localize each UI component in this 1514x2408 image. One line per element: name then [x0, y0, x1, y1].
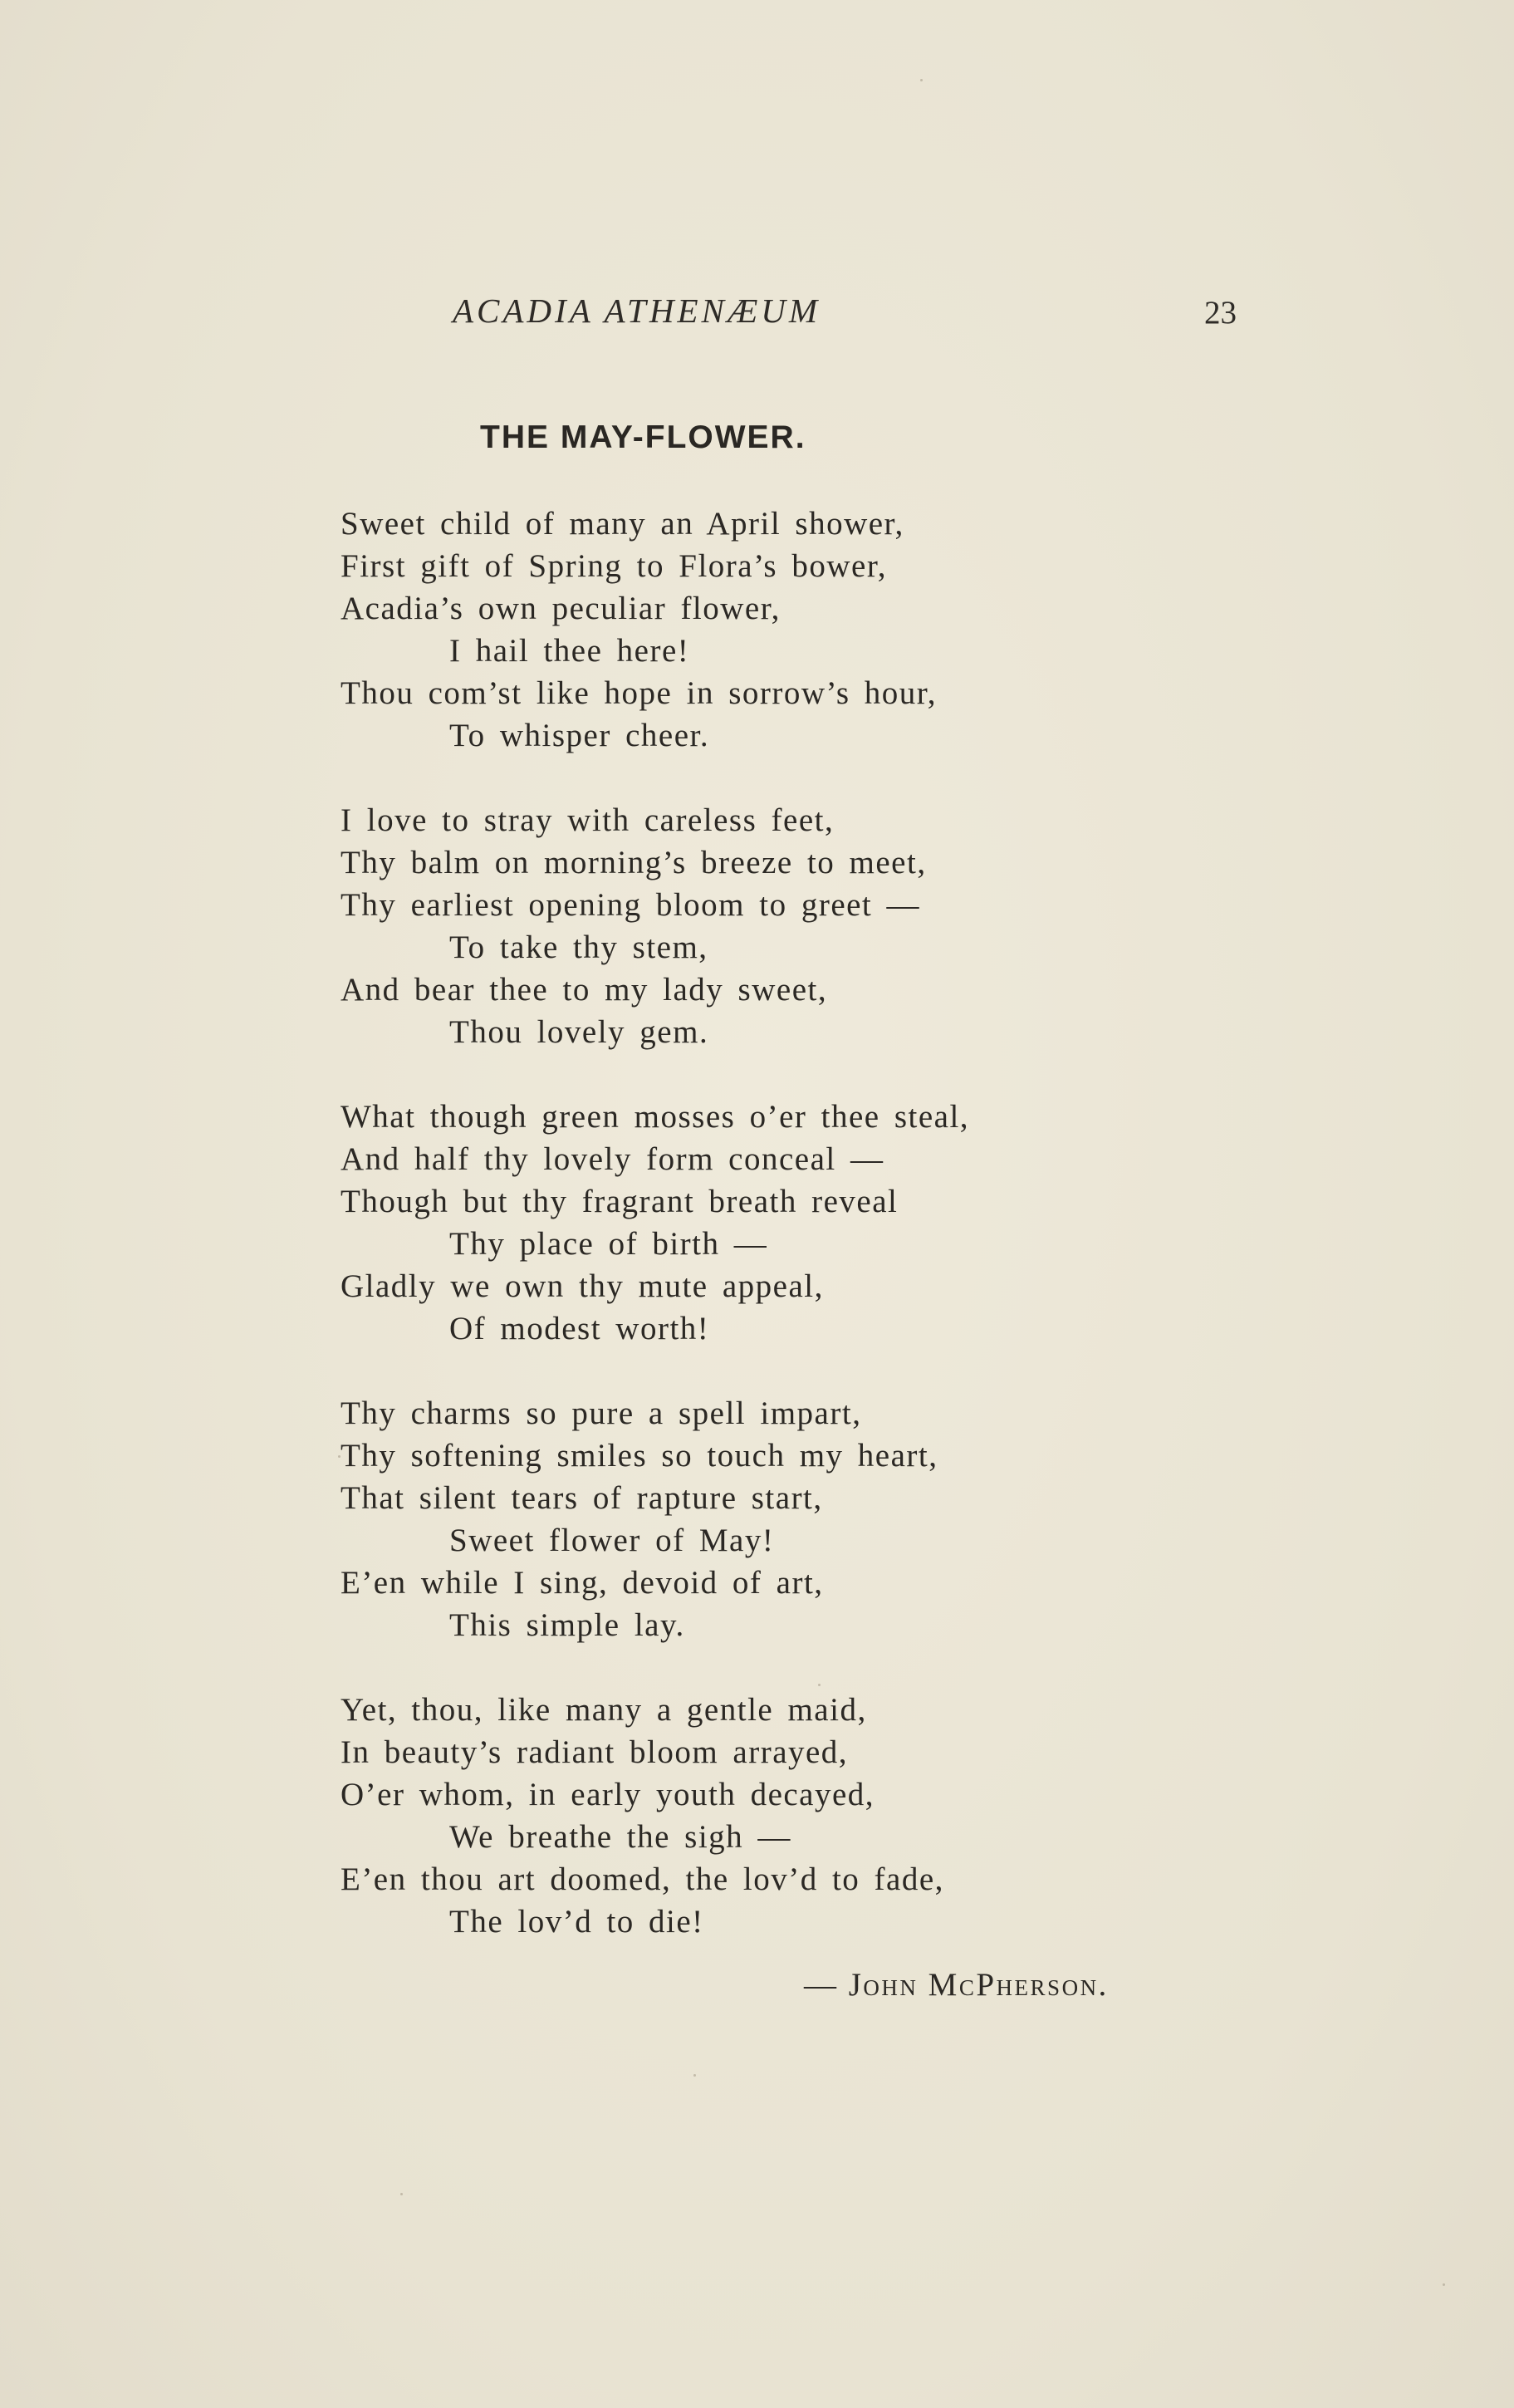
poem-line: And bear thee to my lady sweet,: [341, 972, 828, 1008]
poem-line: And half thy lovely form conceal —: [341, 1141, 884, 1177]
poem-line: The lov’d to die!: [449, 1904, 704, 1940]
poem-stanza: [341, 1689, 1171, 1943]
paper-speck: [400, 2193, 403, 2195]
poem-line: Thy charms so pure a spell impart,: [341, 1395, 862, 1431]
poem-line: I love to stray with careless feet,: [341, 802, 835, 838]
paper-speck: [1443, 2283, 1445, 2286]
poem-line: Thy softening smiles so touch my heart,: [341, 1438, 938, 1474]
page-number: 23: [1204, 295, 1237, 331]
paper-speck: [693, 2074, 696, 2077]
poem-line: E’en while I sing, devoid of art,: [341, 1565, 824, 1601]
poem-line: Thou lovely gem.: [449, 1014, 709, 1050]
poem-stanza: [341, 799, 1171, 1053]
poem-line: To whisper cheer.: [449, 718, 710, 753]
poem-line: Of modest worth!: [449, 1311, 710, 1346]
running-title: ACADIA ATHENÆUM: [453, 292, 821, 330]
poem-line: Sweet child of many an April shower,: [341, 506, 904, 542]
poem-line: We breathe the sigh —: [449, 1819, 791, 1855]
poem-line: Gladly we own thy mute appeal,: [341, 1268, 824, 1304]
poem-line: That silent tears of rapture start,: [341, 1480, 823, 1516]
poem-line: Thy balm on morning’s breeze to meet,: [341, 845, 927, 880]
poem-line: First gift of Spring to Flora’s bower,: [341, 548, 888, 584]
poem-line: Thy place of birth —: [449, 1226, 768, 1262]
poem-line: E’en thou art doomed, the lov’d to fade,: [341, 1861, 944, 1897]
poem-line: I hail thee here!: [449, 633, 690, 669]
poem-line: This simple lay.: [449, 1607, 685, 1643]
author-signature: — John McPherson.: [804, 1967, 1109, 2003]
poem-line: Yet, thou, like many a gentle maid,: [341, 1692, 867, 1728]
poem-line: Thy earliest opening bloom to greet —: [341, 887, 921, 923]
poem-line: Though but thy fragrant breath reveal: [341, 1184, 899, 1219]
poem-stanza: [341, 503, 1171, 757]
poem-line: O’er whom, in early youth decayed,: [341, 1777, 875, 1812]
poem-line: Thou com’st like hope in sorrow’s hour,: [341, 675, 937, 711]
paper-speck: [920, 79, 923, 81]
poem-line: Acadia’s own peculiar flower,: [341, 591, 781, 626]
poem-line: To take thy stem,: [449, 929, 708, 965]
paper-speck: [818, 1684, 821, 1686]
poem-line: What though green mosses o’er thee steal,: [341, 1099, 970, 1135]
poem-body: [341, 503, 1171, 1985]
poem-title: THE MAY-FLOWER.: [480, 419, 806, 455]
paper-speck: [338, 1455, 341, 1458]
poem-line: Sweet flower of May!: [449, 1523, 775, 1558]
poem-stanza: [341, 1096, 1171, 1350]
poem-stanza: [341, 1392, 1171, 1646]
poem-attribution: [804, 1966, 1109, 2003]
poem-line: In beauty’s radiant bloom arrayed,: [341, 1734, 849, 1770]
